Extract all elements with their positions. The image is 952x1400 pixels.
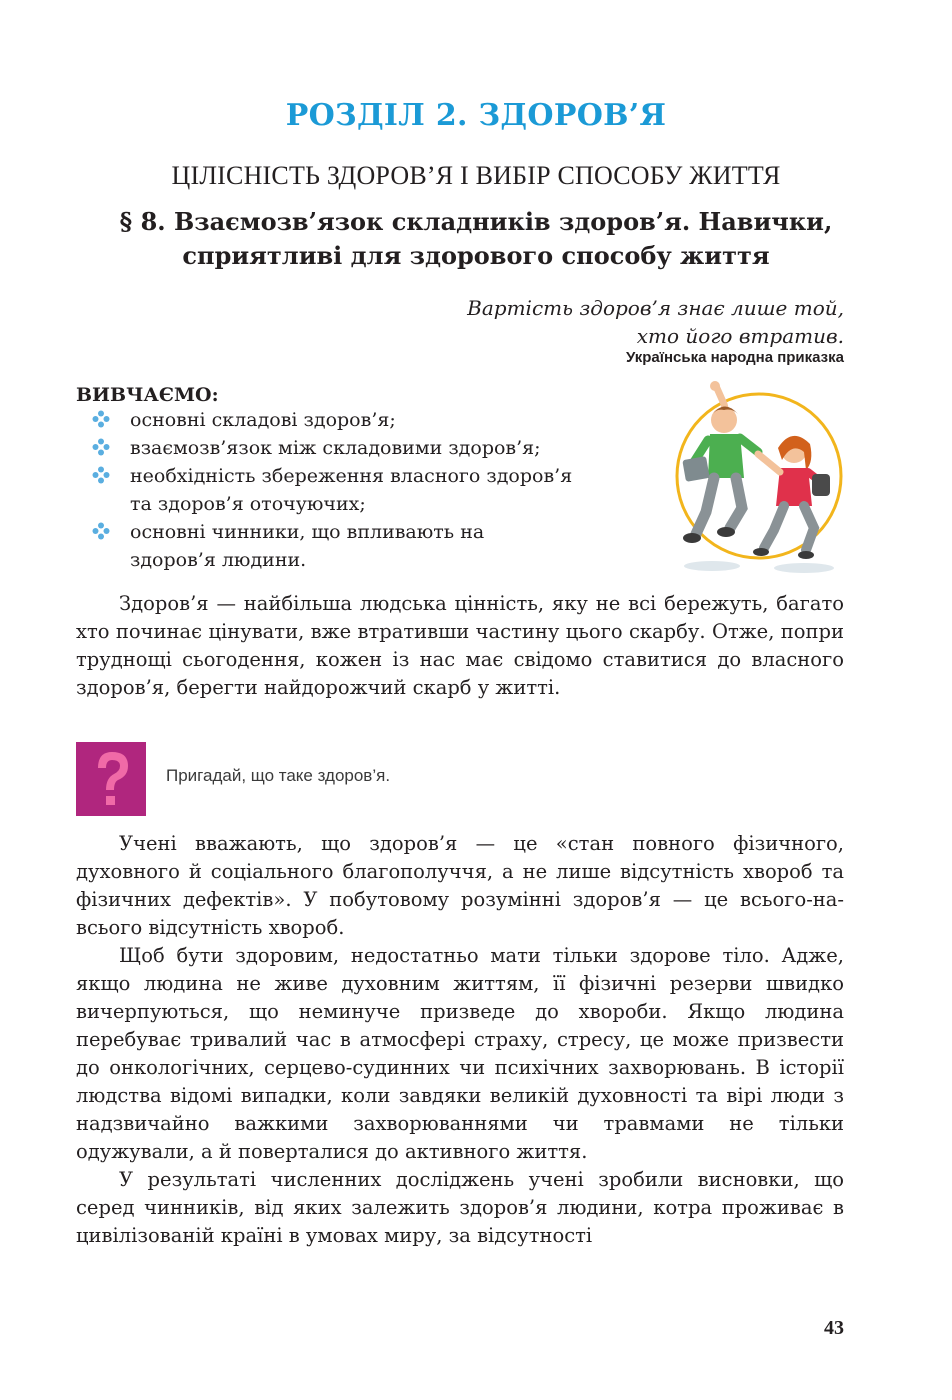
diamond-bullet-icon xyxy=(92,522,110,540)
study-item-line: здоров’я людини. xyxy=(130,549,307,571)
recall-prompt: Пригадай, що таке здоров’я. xyxy=(166,766,391,785)
chapter-title: РОЗДІЛ 2. ЗДОРОВ’Я xyxy=(285,98,667,133)
study-item xyxy=(90,518,650,574)
paragraph-title xyxy=(0,205,952,273)
intro-paragraph-text: Здоров’я — найбільша людська цінність, яку не всі бережуть, багато хто починає цінувати, вже втративши частину цього скарбу. Отже, попри труднощі сьогодення, кожен із нас має свідомо ставитися до власного здоров’я, берегти найдорожчий скарб у житті. xyxy=(76,592,844,699)
diamond-bullet-icon xyxy=(92,410,110,428)
epigraph-line1: Вартість здоров’я знає лише той, xyxy=(467,296,844,320)
body-paragraph: Щоб бути здоровим, недостатньо мати тільки здорове тіло. Адже, якщо людина не живе духовним життям, її фізичні резерви швидко вичерпуються, що неминуче призведе до хвороби. Якщо людина перебуває тривалий час в атмосфері страху, стресу, це може призвести до онкологічних, серцево-судинних чи психічних захворювань. В історії людства відомі випадки, коли завдяки великій духовності та вірі люди з надзвичайно важкими захворюваннями чи травмами не тільки одужували, а й поверталися до активного життя. xyxy=(76,944,844,1163)
page-number: 43 xyxy=(824,1317,844,1339)
paragraph-title-line2: сприятливі для здорового способу життя xyxy=(182,241,770,270)
epigraph-line2: хто його втратив. xyxy=(636,324,844,348)
study-item-line: необхідність збереження власного здоров’я xyxy=(130,465,573,487)
study-item xyxy=(90,406,650,434)
jumping-kids-illustration xyxy=(666,378,852,578)
body-paragraph: Учені вважають, що здоров’я — це «стан повного фізичного, духовного й соціального благополуччя, а не лише відсутність хвороб та фізичних дефектів». У побутовому розумінні здоров’я — це всього-на-всього відсутність хвороб. xyxy=(76,832,844,939)
epigraph-source: Українська народна приказка xyxy=(625,349,844,366)
study-heading: ВИВЧАЄМО: xyxy=(76,384,219,406)
study-list xyxy=(90,406,650,574)
study-item-line: та здоров’я оточуючих; xyxy=(130,493,366,515)
study-item-line: взаємозв’язок між складовими здоров’я; xyxy=(130,437,541,459)
question-mark-icon xyxy=(76,742,146,816)
body-text xyxy=(76,830,844,1250)
paragraph-title-line1: § 8. Взаємозв’язок складників здоров’я. Навички, xyxy=(119,207,833,236)
study-item-line: основні чинники, що впливають на xyxy=(130,521,485,543)
study-item-line: основні складові здоров’я; xyxy=(130,409,396,431)
intro-paragraph xyxy=(76,590,844,702)
body-paragraph: У результаті численних досліджень учені зробили висновки, що серед чинників, від яких залежить здоров’я людини, котра проживає в цивілізованій країні в умовах миру, за відсутності xyxy=(76,1168,844,1247)
diamond-bullet-icon xyxy=(92,438,110,456)
study-item xyxy=(90,462,650,518)
epigraph xyxy=(467,294,844,350)
study-item xyxy=(90,434,650,462)
diamond-bullet-icon xyxy=(92,466,110,484)
section-title: ЦІЛІСНІСТЬ ЗДОРОВ’Я І ВИБІР СПОСОБУ ЖИТТЯ xyxy=(171,161,781,190)
